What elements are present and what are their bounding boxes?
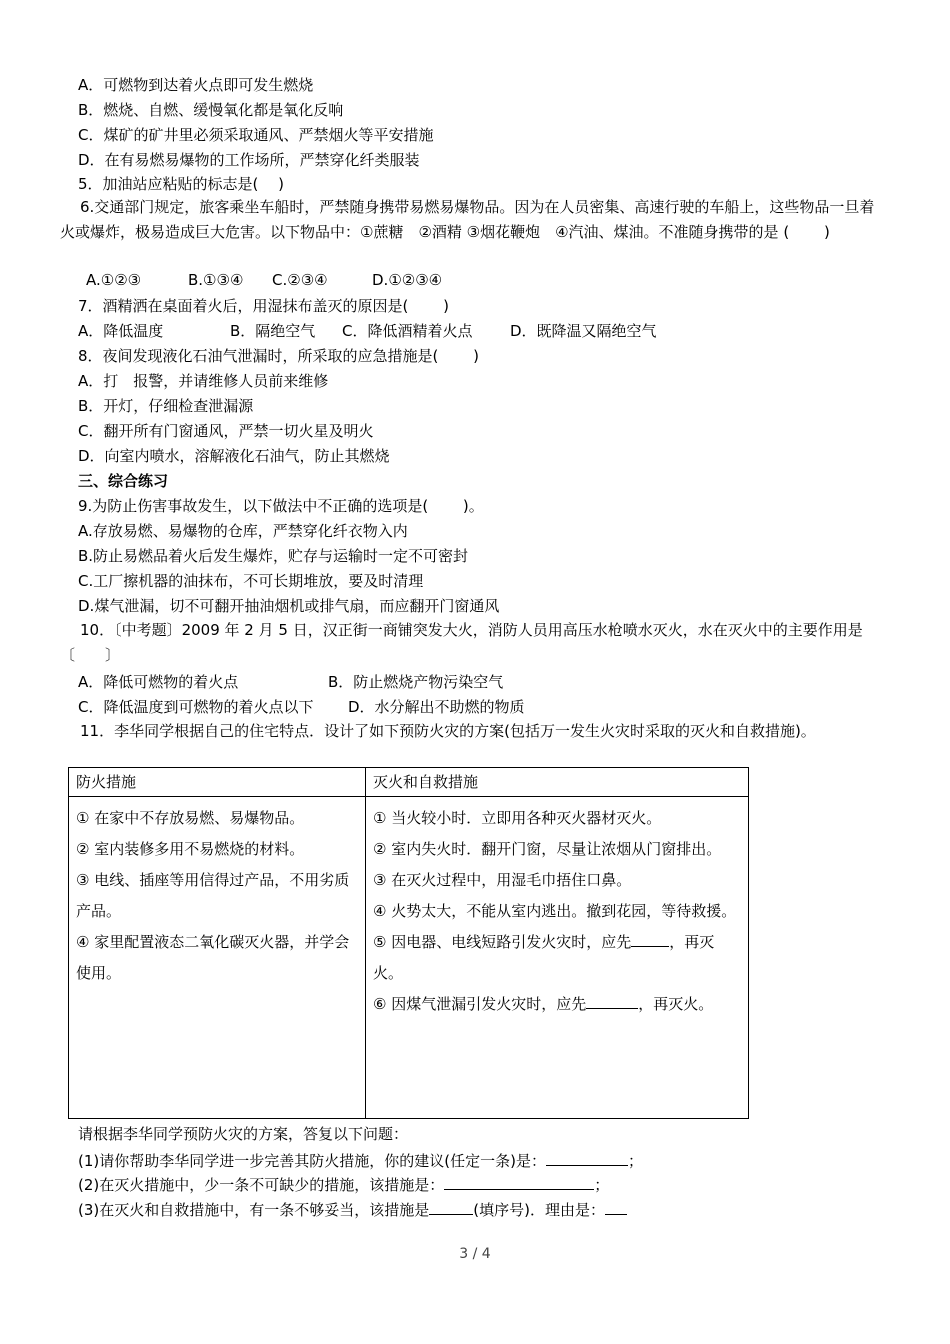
q8-option-d: D．向室内喷水，溶解液化石油气，防止其燃烧 (78, 447, 390, 465)
q11-sub-3-blank-number[interactable] (429, 1198, 473, 1215)
q11-sub-1-end: ； (627, 1152, 643, 1170)
q10-option-c: C．降低温度到可燃物的着火点以下 (78, 698, 314, 716)
q4-option-a: A．可燃物到达着火点即可发生燃烧 (78, 76, 314, 94)
q10-option-a: A．降低可燃物的着火点 (78, 673, 239, 691)
prevention-item-3: ③ 电线、插座等用信得过产品，不用劣质产品。 (76, 871, 350, 920)
extinguish-item-2: ② 室内失火时．翻开门窗，尽量让浓烟从门窗排出。 (373, 840, 722, 858)
q9-option-d: D.煤气泄漏，切不可翻开抽油烟机或排气扇，而应翻开门窗通风 (78, 597, 500, 615)
q10-options-row1 (78, 672, 503, 692)
q11-sub-3 (78, 1198, 627, 1220)
q4-option-c: C．煤矿的矿井里必须采取通风、严禁烟火等平安措施 (78, 126, 434, 144)
q7-options (78, 321, 657, 341)
q10-option-d: D．水分解出不助燃的物质 (348, 698, 525, 716)
extinguish-cell (366, 797, 749, 1119)
q7-option-b: B．隔绝空气 (230, 322, 316, 340)
q9-option-a: A.存放易燃、易爆物的仓库，严禁穿化纤衣物入内 (78, 522, 408, 540)
q11-sub-1-text: (1)请你帮助李华同学进一步完善其防火措施，你的建议(任定一条)是： (78, 1152, 546, 1170)
q8-option-c: C．翻开所有门窗通风，严禁一切火星及明火 (78, 422, 374, 440)
extinguish-item-6 (373, 989, 742, 1020)
q8-option-b: B．开灯，仔细检查泄漏源 (78, 397, 254, 415)
item6-text-post: ，再灭火。 (638, 995, 714, 1013)
prevention-item-2: ② 室内装修多用不易燃烧的材料。 (76, 840, 305, 858)
item6-blank[interactable] (586, 992, 638, 1009)
item5-text-pre: ⑤ 因电器、电线短路引发火灾时，应先 (373, 933, 632, 951)
q7-option-c: C．降低酒精着火点 (342, 322, 473, 340)
prevention-item-4: ④ 家里配置液态二氧化碳灭火器，并学会使用。 (76, 933, 350, 982)
page-number: 3 / 4 (459, 1246, 491, 1262)
section-3-heading: 三、综合练习 (78, 472, 169, 490)
q11-prompt: 请根据李华同学预防火灾的方案，答复以下问题： (78, 1125, 409, 1143)
fire-plan-table (68, 767, 749, 1119)
prevention-cell (69, 797, 366, 1119)
q7-option-d: D．既降温又隔绝空气 (510, 322, 657, 340)
q11-sub-2-text: (2)在灭火措施中，少一条不可缺少的措施，该措施是： (78, 1176, 445, 1194)
q11-sub-3-text: (3)在灭火和自救措施中，有一条不够妥当，该措施是 (78, 1201, 430, 1219)
extinguish-item-1: ① 当火较小时．立即用各种灭火器材灭火。 (373, 809, 662, 827)
item6-text-pre: ⑥ 因煤气泄漏引发火灾时，应先 (373, 995, 587, 1013)
q11-sub-1 (78, 1149, 643, 1171)
extinguish-item-3: ③ 在灭火过程中，用湿毛巾捂住口鼻。 (373, 871, 632, 889)
question-7: 7．酒精洒在桌面着火后，用湿抹布盖灭的原因是( ) (78, 297, 450, 315)
q8-option-a: A．打 报警，并请维修人员前来维修 (78, 372, 329, 390)
q11-sub-1-blank[interactable] (546, 1149, 628, 1166)
q4-option-d: D．在有易燃易爆物的工作场所，严禁穿化纤类服装 (78, 151, 420, 169)
q11-sub-2-end: ； (594, 1176, 610, 1194)
item5-blank[interactable] (631, 930, 669, 947)
extinguish-item-4: ④ 火势太大，不能从室内逃出。撤到花园，等待救援。 (373, 902, 737, 920)
q6-option-c: C.②③④ (272, 271, 328, 289)
q4-option-b: B．燃烧、自燃、缓慢氧化都是氧化反响 (78, 101, 344, 119)
col-header-extinguish: 灭火和自救措施 (366, 768, 749, 797)
q10-option-b: B．防止燃烧产物污染空气 (328, 673, 504, 691)
q6-option-b: B.①③④ (188, 271, 244, 289)
q11-sub-3-mid: (填序号)．理由是： (473, 1201, 605, 1219)
q6-option-a: A.①②③ (86, 271, 142, 289)
question-6: 6.交通部门规定，旅客乘坐车船时，严禁随身携带易燃易爆物品。因为在人员密集、高速行驶的车船上，这些物品一旦着火或爆炸，极易造成巨大危害。以下物品中：①蔗糖 ②酒精 ③烟花鞭炮 ④汽油、煤油。不准随身携带的是 ( ) (60, 198, 875, 241)
q11-sub-2-blank[interactable] (444, 1173, 594, 1190)
q10-options-row2 (78, 697, 525, 717)
q6-options (86, 270, 442, 290)
question-8: 8．夜间发现液化石油气泄漏时，所采取的应急措施是( ) (78, 347, 480, 365)
q7-option-a: A．降低温度 (78, 322, 164, 340)
prevention-item-1: ① 在家中不存放易燃、易爆物品。 (76, 809, 305, 827)
q11-sub-3-blank-reason[interactable] (605, 1198, 627, 1215)
q11-sub-2 (78, 1173, 609, 1195)
q6-option-d: D.①②③④ (372, 271, 443, 289)
question-11: 11．李华同学根据自己的住宅特点．设计了如下预防火灾的方案(包括万一发生火灾时采取的灭火和自救措施)。 (80, 722, 816, 740)
question-5: 5．加油站应粘贴的标志是( ) (78, 175, 285, 193)
question-10: 10．〔中考题〕2009 年 2 月 5 日，汉正街一商铺突发大火，消防人员用高压水枪喷水灭火，水在灭火中的主要作用是〔 〕 (60, 621, 863, 664)
item5-text-post: ，再灭火。 (373, 933, 715, 982)
col-header-prevention: 防火措施 (69, 768, 366, 797)
question-9: 9.为防止伤害事故发生，以下做法中不正确的选项是( )。 (78, 497, 484, 515)
q9-option-b: B.防止易燃品着火后发生爆炸，贮存与运输时一定不可密封 (78, 547, 469, 565)
q9-option-c: C.工厂擦机器的油抹布，不可长期堆放，要及时清理 (78, 572, 424, 590)
extinguish-item-5 (373, 927, 742, 989)
